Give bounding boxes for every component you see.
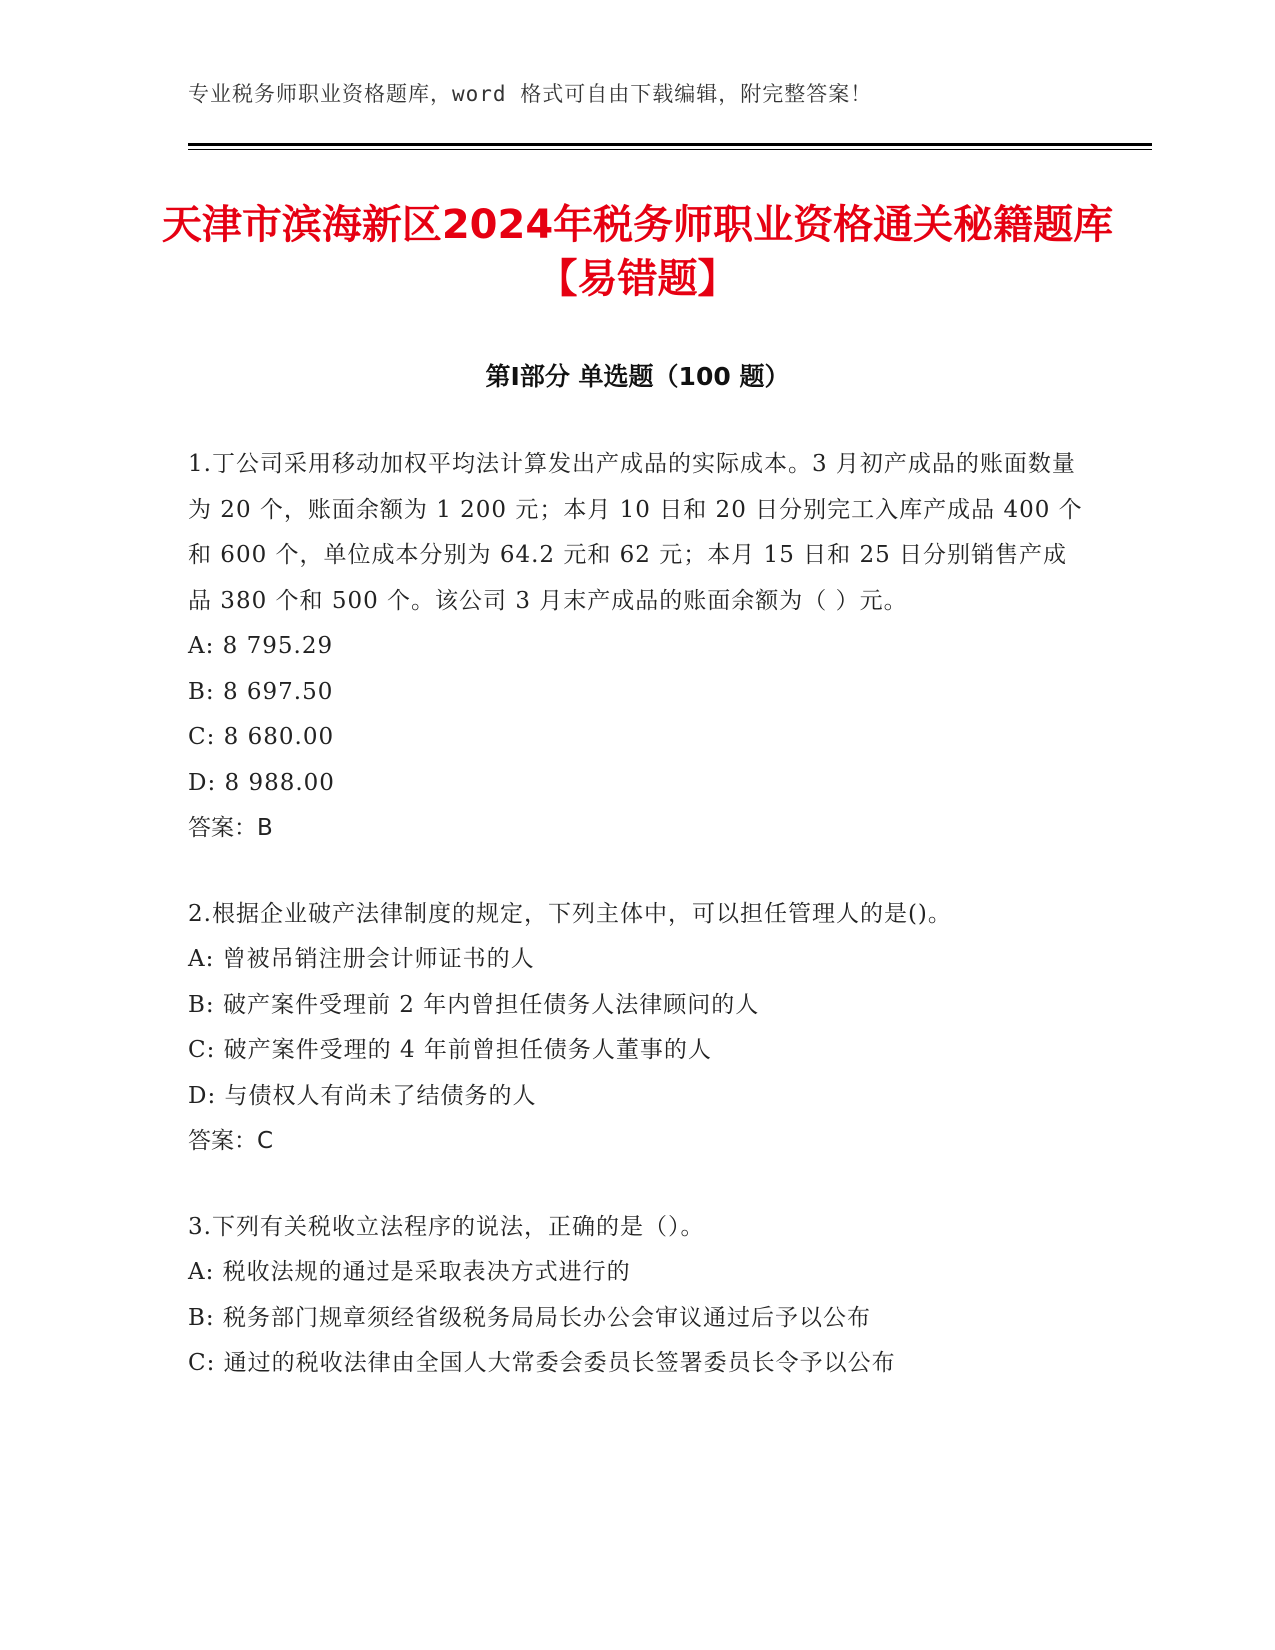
answer-line: 答案：B — [188, 815, 273, 841]
option-b: B: 破产案件受理前 2 年内曾担任债务人法律顾问的人 — [188, 991, 760, 1018]
option-a: A: 曾被吊销注册会计师证书的人 — [188, 946, 535, 972]
question-list — [188, 442, 1088, 1427]
header-divider-thin — [188, 149, 1152, 150]
question-1 — [188, 442, 1088, 852]
option-d: D: 8 988.00 — [188, 769, 335, 796]
option-a: A: 税收法规的通过是采取表决方式进行的 — [188, 1259, 631, 1285]
section-title: 第Ⅰ部分 单选题（100 题） — [485, 362, 790, 391]
header-note: 专业税务师职业资格题库，word 格式可自由下载编辑，附完整答案！ — [188, 82, 873, 106]
option-d: D: 与债权人有尚未了结债务的人 — [188, 1082, 537, 1109]
question-stem: 2.根据企业破产法律制度的规定，下列主体中，可以担任管理人的是()。 — [188, 900, 952, 927]
option-a: A: 8 795.29 — [188, 633, 334, 659]
question-stem: 1.丁公司采用移动加权平均法计算发出产成品的实际成本。3 月初产成品的账面数量为 20 个，账面余额为 1 200 元；本月 10 日和 20 日分别完工入库产成品 400 个和 600 个，单位成本分别为 64.2 元和 62 元；本月 15 日和 25 日分别销售产成品 380 个和 500 个。该公司 3 月末产成品的账面余额为（ ）元。 — [188, 451, 1083, 614]
option-c: C: 通过的税收法律由全国人大常委会委员长签署委员长令予以公布 — [188, 1350, 896, 1376]
question-2 — [188, 892, 1088, 1165]
question-stem: 3.下列有关税收立法程序的说法，正确的是（）。 — [188, 1213, 705, 1240]
option-c: C: 8 680.00 — [188, 724, 335, 750]
option-b: B: 8 697.50 — [188, 678, 334, 705]
header-divider-thick — [188, 143, 1152, 146]
document-title: 天津市滨海新区2024年税务师职业资格通关秘籍题库【易错题】 — [161, 202, 1114, 302]
answer-line: 答案：C — [188, 1128, 274, 1154]
question-3 — [188, 1205, 1088, 1387]
option-c: C: 破产案件受理的 4 年前曾担任债务人董事的人 — [188, 1037, 712, 1063]
option-b: B: 税务部门规章须经省级税务局局长办公会审议通过后予以公布 — [188, 1304, 871, 1331]
